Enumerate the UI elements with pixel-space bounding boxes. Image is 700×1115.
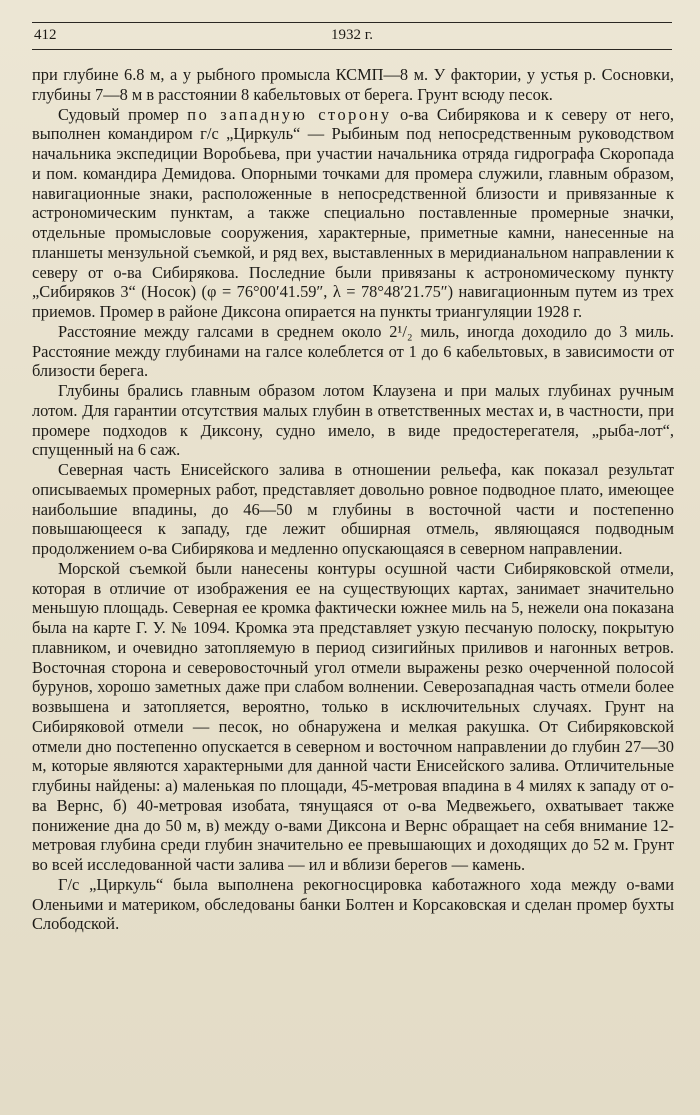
paragraph-2-spaced-phrase: по западную сторону xyxy=(187,104,392,124)
paragraph-1: при глубине 6.8 м, а у рыбного промысла КСМП—8 м. У фактории, у устья р. Сосновки, глубины 7—8 м в расстоянии 8 кабельтовых от берега. Грунт всюду песок. xyxy=(32,65,674,104)
body-text xyxy=(32,65,674,934)
paragraph-5: Северная часть Енисейского залива в отношении рельефа, как показал результат описываемых промерных работ, представляет довольно ровное подводное плато, имеющее наибольшие впадины, до 46—50 м глубины в восточной части и постепенно повышающееся к западу, где лежит обширная отмель, являющаяся подводным продолжением о-ва Сибирякова и медленно опускающаяся в северном направлении. xyxy=(32,460,674,558)
running-head: 1932 г. xyxy=(331,27,373,43)
paragraph-6: Морской съемкой были нанесены контуры осушной части Сибиряковской отмели, которая в отличие от изображения ее на существующих картах, занимает значительно меньшую площадь. Северная ее кромка фактически южнее миль на 5, нежели она показана была на карте Г. У. № 1094. Кромка эта представляет узкую песчаную полоску, покрытую плавником, и очевидно затопляемую в период сизигийных приливов и нагонных ветров. Восточная сторона и северовосточный угол отмели выражены резко очерченной полосой бурунов, хорошо заметных даже при слабом волнении. Северозападная часть отмели более возвышена и затопляется, вероятно, только в исключительных случаях. Грунт на Сибиряковой отмели — песок, но обнаружена и мелкая ракушка. От Сибиряковской отмели дно постепенно опускается в северном и восточном направлении до глубин 27—30 м, которые являются характерными для данной части Енисейского залива. Отличительные глубины найдены: а) маленькая по площади, 45-метровая впадина в 4 милях к западу от о-ва Вернс, б) 40-метровая изобата, тянущаяся от о-ва Медвежьего, охватывает также понижение дна до 50 м, в) между о-вами Диксона и Вернс обращает на себя внимание 12-метровая глубина среди глубин значительно ее превышающих и доходящих до 52 м. Грунт во всей исследованной части залива — ил и вблизи берегов — камень. xyxy=(32,558,674,874)
page-header xyxy=(32,22,672,50)
page-number: 412 xyxy=(34,27,57,43)
paragraph-2-rest: о-ва Сибирякова и к северу от него, выполнен командиром г/с „Циркуль“ — Рыбиным под непосредственным руководством начальника экспедиции Воробьева, при участии начальника отряда гидрографа Скоропада и пом. командира Демидова. Опорными точками для промера служили, главным образом, навигационные знаки, расположенные в непосредственной близости и привязанные к астрономическим пунктам, а также специально поставленные промерные значки, отдельные промысловые сооружения, характерные, приметные камни, нанесенные на планшеты мензульной съемкой, и ряд вех, выставленных в меридианальном направлении к северу от о-ва Сибирякова. Последние были привязаны к астрономическому пункту „Сибиряков 3“ (Носок) (φ = 76°00′41.59″, λ = 78°48′21.75″) навигационным путем из трех приемов. Промер в районе Диксона опирается на пункты триангуляции 1928 г. xyxy=(32,104,674,321)
paragraph-2 xyxy=(32,105,674,322)
paragraph-7: Г/с „Циркуль“ была выполнена рекогносцировка каботажного хода между о-вами Оленьими и материком, обследованы банки Болтен и Корсаковская и сделан промер бухты Слободской. xyxy=(32,874,674,934)
paragraph-2-start: Судовый промер xyxy=(58,104,188,124)
paragraph-4: Глубины брались главным образом лотом Клаузена и при малых глубинах ручным лотом. Для гарантии отсутствия малых глубин в ответственных местах и, в частности, при промере подходов к Диксону, судно имело, в виде предостерегателя, „рыба-лот“, спущенный на 6 саж. xyxy=(32,381,674,460)
paragraph-3: Расстояние между галсами в среднем около 2¹/₂ миль, иногда доходило до 3 миль. Расстояние между глубинами на галсе колеблется от 1 до 6 кабельтовых, в зависимости от близости берега. xyxy=(32,321,674,381)
